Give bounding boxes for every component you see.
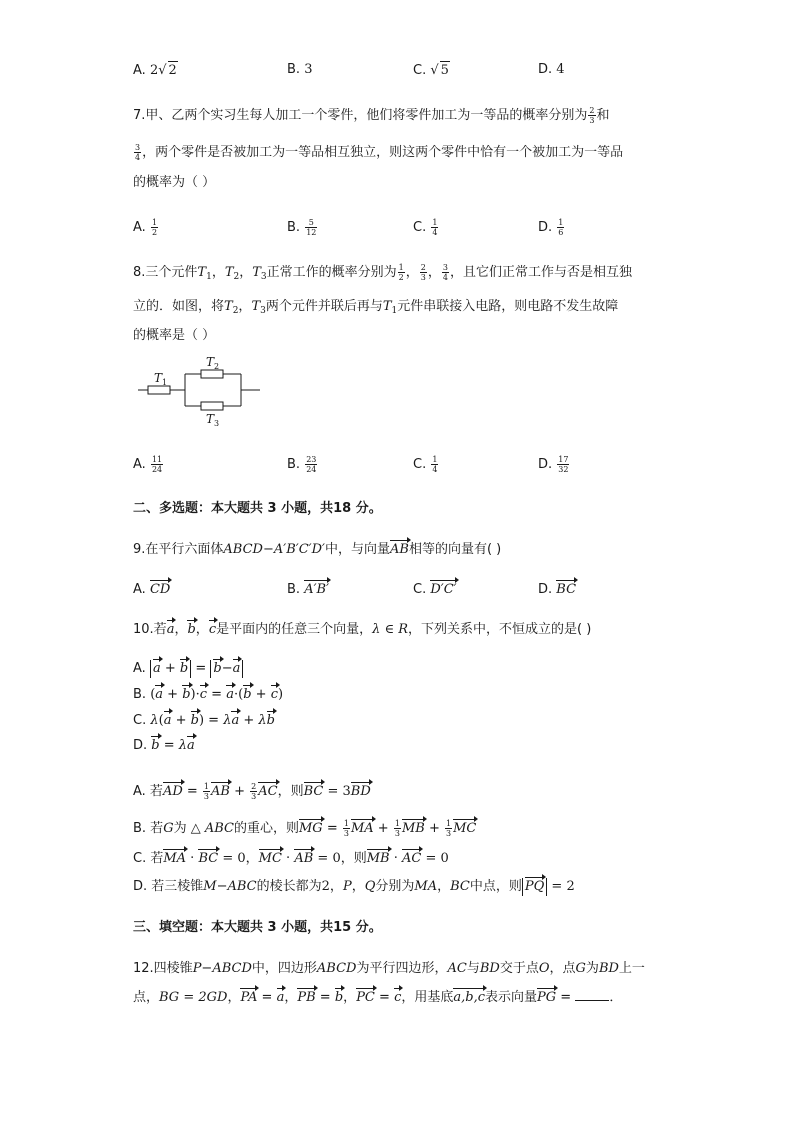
q7-line3 <box>133 174 215 192</box>
radicand: 2 <box>168 63 177 78</box>
q9-option-a: A. CD <box>133 582 171 597</box>
radicand: 5 <box>440 63 449 78</box>
resistor-t1 <box>148 386 170 394</box>
q8-option-d: D. $\frac{17}{32}$ <box>538 455 569 474</box>
option-label: B. <box>287 62 301 77</box>
question-text: 7.甲、乙两个实习生每人加工一个零件，他们将零件加工为一等品的概率分别为 <box>133 108 588 123</box>
t2-sub: 2 <box>214 362 220 371</box>
q7-option-c: C. $\frac{1}{4}$ <box>413 218 438 237</box>
question-text: 的概率为（ ） <box>133 175 216 190</box>
q8-option-a: A. $\frac{11}{24}$ <box>133 455 163 474</box>
q9-option-d: D. BC <box>538 582 577 597</box>
q10-option-d: D. b = λa <box>133 738 195 753</box>
fraction: $\frac{3}{4}$ <box>135 143 141 162</box>
q8-option-c: C. $\frac{1}{4}$ <box>413 455 438 474</box>
q7-line1 <box>133 106 610 125</box>
q6-option-d <box>538 61 565 79</box>
t1-sub: 1 <box>162 378 168 387</box>
resistor-t2 <box>201 370 223 378</box>
q9-option-b: B. A′B′ <box>287 582 330 597</box>
q6-option-a: A. 2√ 2 <box>133 63 177 78</box>
q10-option-a: A. a + b = b−a <box>133 660 243 678</box>
q9-stem: 9.在平行六面体ABCD−A′B′C′D′中，与向量AB相等的向量有( ) <box>133 542 502 557</box>
q10-stem: 10.若a，b，c是平面内的任意三个向量，λ ∈ R，下列关系中，不恒成立的是( ) <box>133 622 592 637</box>
q11-option-c: C. 若MA · BC = 0，MC · AB = 0，则MB · AC = 0 <box>133 851 449 866</box>
fraction: $\frac{2}{3}$ <box>589 106 595 125</box>
q7-option-d: D. $\frac{1}{6}$ <box>538 218 564 237</box>
option-value: 4 <box>556 62 565 77</box>
q11-option-d: D. 若三棱锥M−ABC的棱长都为2，P，Q分别为MA，BC中点，则 PQ = 2 <box>133 879 575 894</box>
t3-label: T <box>206 412 215 426</box>
question-text: 和 <box>596 108 610 123</box>
option-value: 3 <box>304 62 313 77</box>
q7-line2 <box>133 143 623 162</box>
q11-option-a: A. 若AD = $\frac{1}{3}$ AB + $\frac{2}{3}$ AC，则BC = 3BD <box>133 782 371 801</box>
q12-line2: 点，BG = 2GD，PA = a，PB = b，PC = c，用基底a,b,c表示向量PG = ． <box>133 990 623 1005</box>
section-2-heading: 二、多选题：本大题共 3 小题，共18 分。 <box>133 501 382 516</box>
q6-option-b <box>287 61 312 79</box>
q12-line1: 12.四棱锥P−ABCD中，四边形ABCD为平行四边形，AC与BD交于点O，点G为BD上一 <box>133 961 645 976</box>
t1-label: T <box>154 371 163 385</box>
resistor-t3 <box>201 402 223 410</box>
t3-sub: 3 <box>214 419 220 428</box>
q8-line1: 8.三个元件$T_1$，$T_2$，$T_3$正常工作的概率分别为 $\frac{1}{2}$ ， $\frac{2}{3}$ ， $\frac{3}{4}$ ，且它们正常工作与否是相互独 <box>133 263 632 282</box>
q8-line2: 立的．如图，将$T_2$，$T_3$两个元件并联后再与$T_1$元件串联接入电路，则电路不发生故障 <box>133 299 619 316</box>
q7-option-a: A. $\frac{1}{2}$ <box>133 218 158 237</box>
q8-option-b: B. $\frac{23}{24}$ <box>287 455 317 474</box>
coef: 2 <box>149 63 159 78</box>
section-3-heading: 三、填空题：本大题共 3 小题，共15 分。 <box>133 920 382 935</box>
q6-option-c: C. √ 5 <box>413 63 449 78</box>
q10-option-c: C. λ(a + b) = λa + λb <box>133 713 275 728</box>
q11-option-b: B. 若G为 △ ABC的重心，则MG = $\frac{1}{3}$ MA + $\frac{1}{3}$ MB + $\frac{1}{3}$ MC <box>133 819 477 838</box>
option-label: D. <box>538 62 553 77</box>
q10-option-b: B. (a + b)·c = a·(b + c) <box>133 687 284 702</box>
question-text: ，两个零件是否被加工为一等品相互独立，则这两个零件中恰有一个被加工为一等品 <box>142 145 624 160</box>
circuit-diagram <box>133 352 268 428</box>
option-label: A. <box>133 63 146 78</box>
q9-option-c: C. D′C′ <box>413 582 457 597</box>
q7-option-b: B. $\frac{5}{12}$ <box>287 218 317 237</box>
q8-line3: 的概率是（ ） <box>133 328 216 343</box>
answer-blank[interactable] <box>575 988 609 1001</box>
t2-label: T <box>206 355 215 369</box>
option-label: C. <box>413 63 427 78</box>
